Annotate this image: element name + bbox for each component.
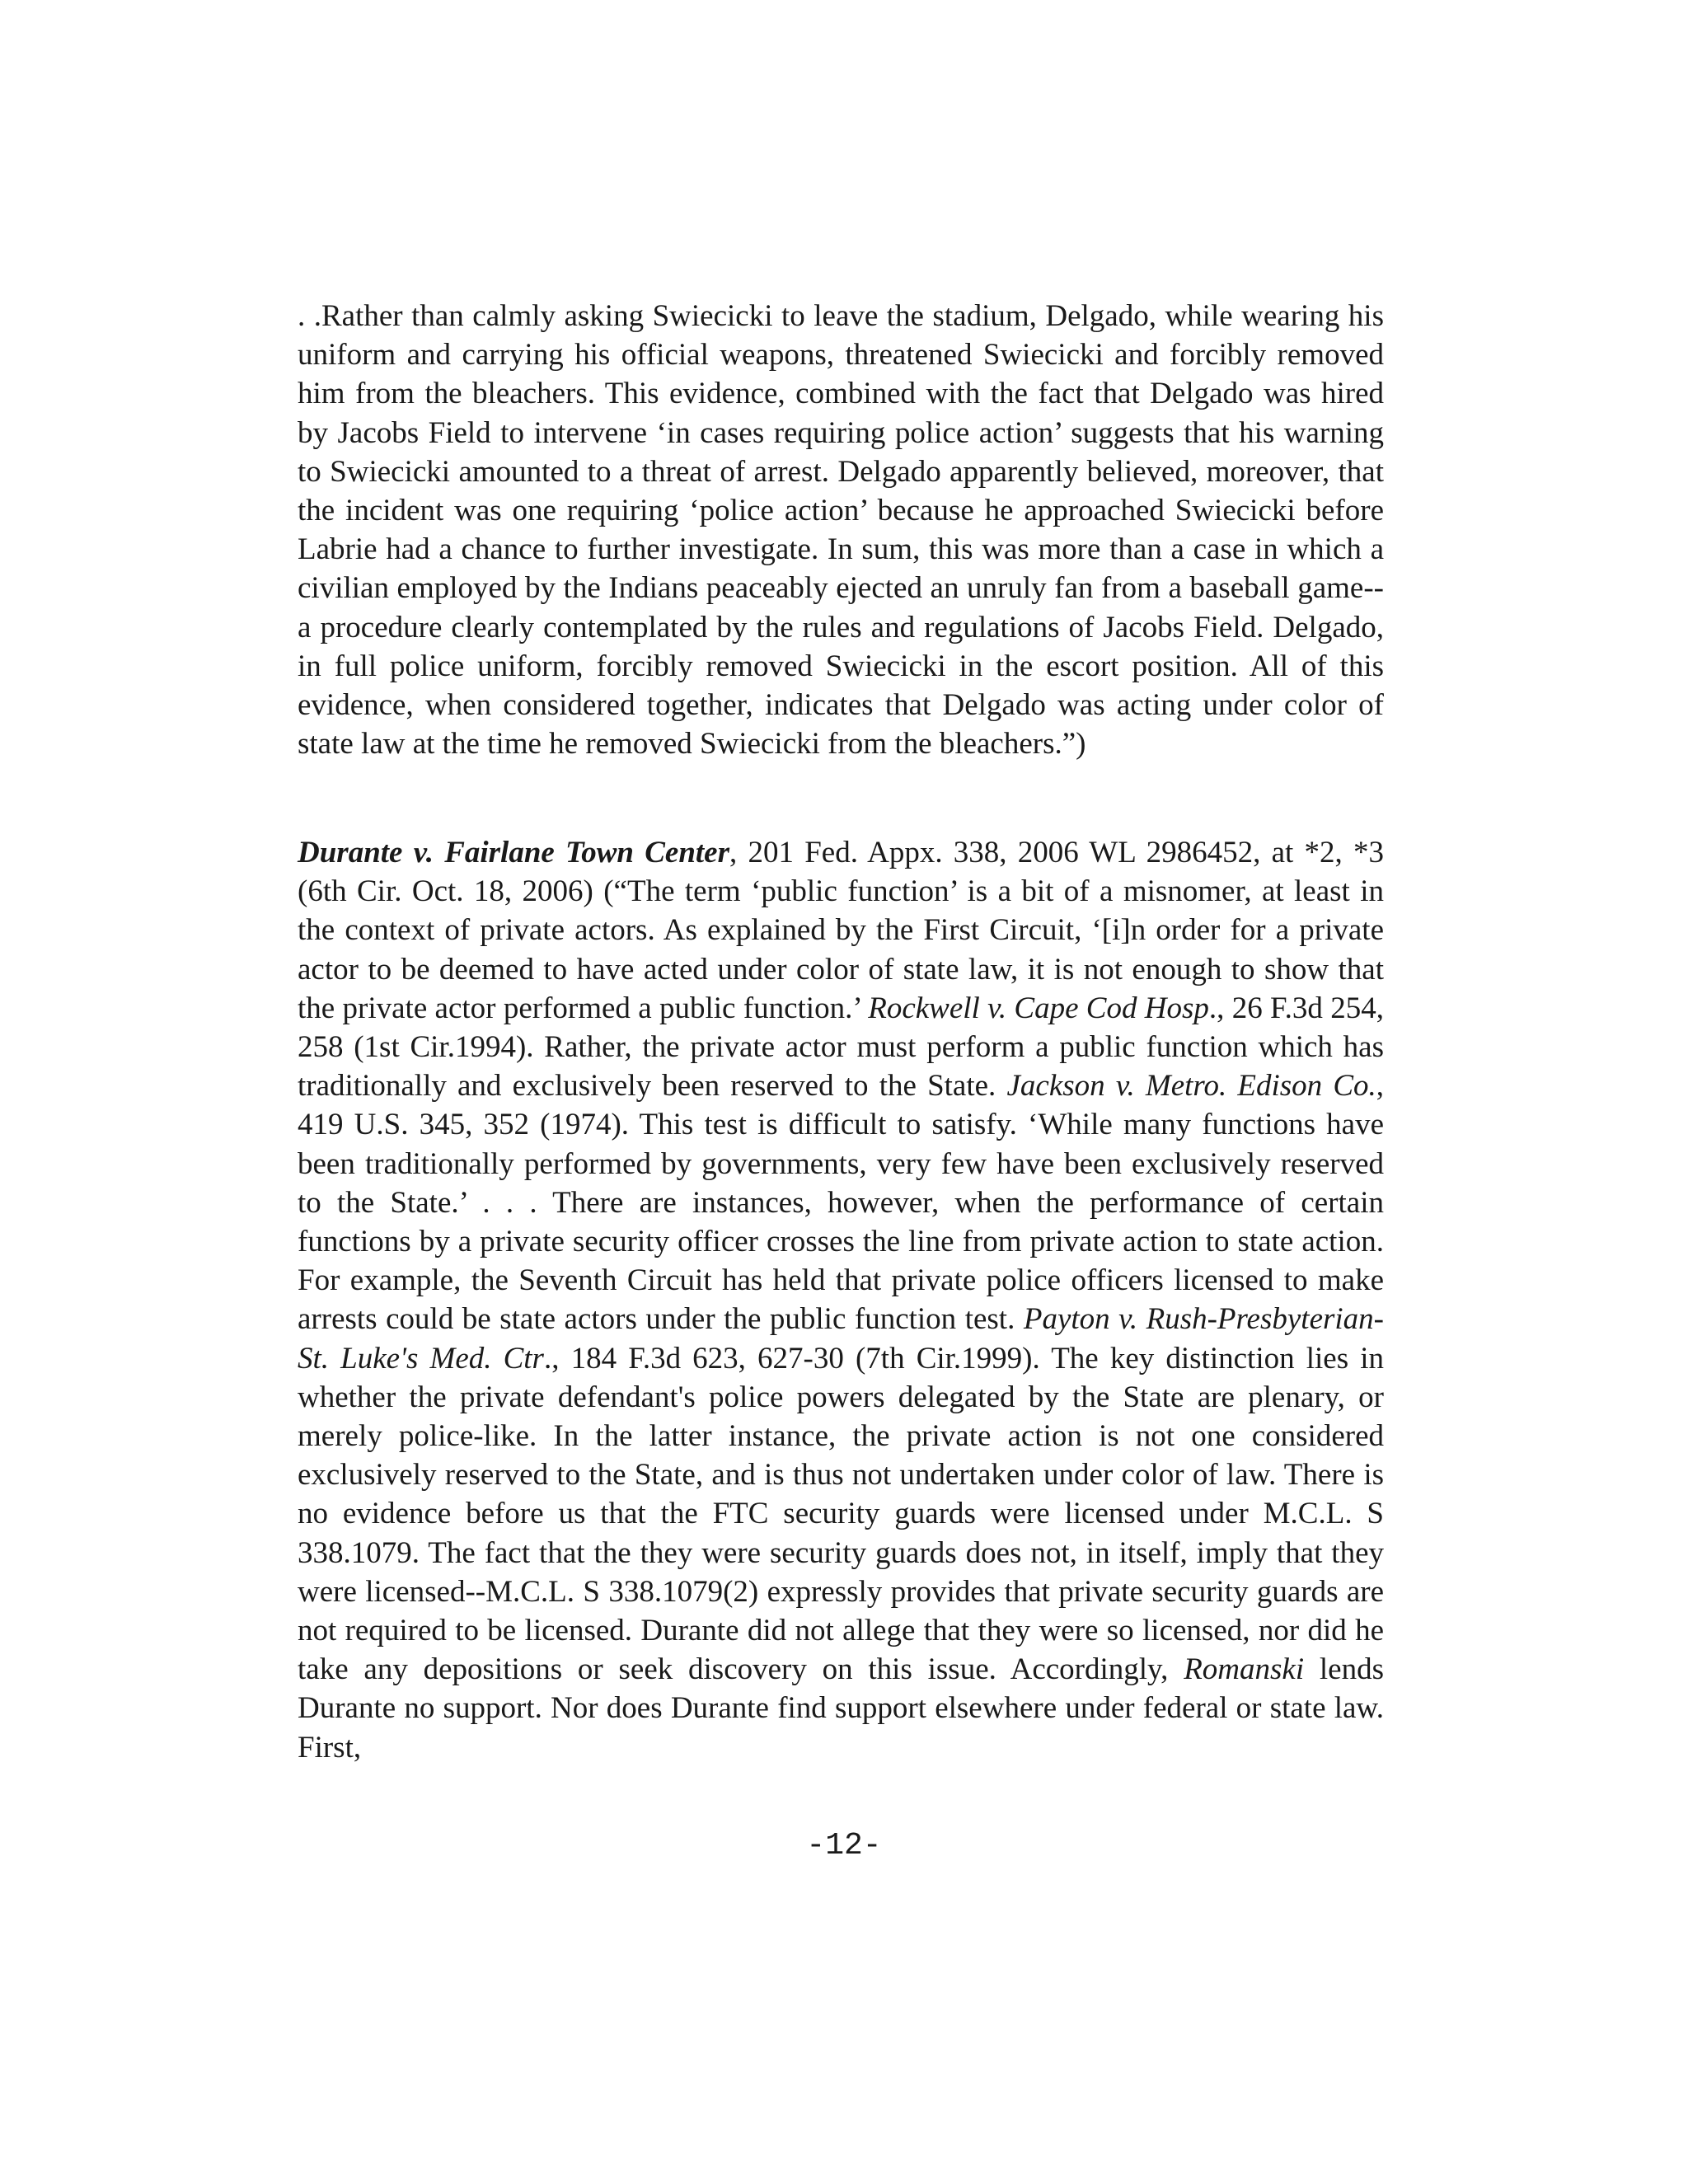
paragraph-quote-continuation: . .Rather than calmly asking Swiecicki to leave the stadium, Delgado, while wearing his uniform and carrying his official weapons, threatened Swiecicki and forcibly removed him from the bleachers. This evidence, combined with the fact that Delgado was hired by Jacobs Field to intervene ‘in cases requiring police action’ suggests that his warning to Swiecicki amounted to a threat of arrest. Delgado apparently believed, moreover, that the incident was one requiring ‘police action’ because he approached Swiecicki before Labrie had a chance to further investigate. In sum, this was more than a case in which a civilian employed by the Indians peaceably ejected an unruly fan from a baseball game--a procedure clearly contemplated by the rules and regulations of Jacobs Field. Delgado, in full police uniform, forcibly removed Swiecicki in the escort position. All of this evidence, when considered together, indicates that Delgado was acting under color of state law at the time he removed Swiecicki from the bleachers.”) <box>298 299 1384 762</box>
citation-text: , 201 Fed. Appx. 338, 2006 WL 2986452, at *2, *3 (6th Cir. Oct. 18, 2006) (“The term ‘public function’ is a bit of a misnomer, at least in the context of private actors. As explained by the First Circuit, ‘[i]n order for a private actor to be deemed to have acted under color of state law, it is not enough to show that the private actor performed a public function.’ <box>298 836 1384 1025</box>
case-cite-romanski: Romanski <box>1184 1652 1305 1687</box>
citation-text: lends Durante no support. Nor does Durante find support elsewhere under federal or state law. First, <box>298 1652 1384 1765</box>
case-cite-jackson: Jackson v. Metro. Edison Co. <box>1006 1069 1376 1104</box>
citation-text: ., 26 F.3d 254, 258 (1st Cir.1994). Rather, the private actor must perform a public function which has traditionally and exclusively been reserved to the State. <box>298 991 1384 1104</box>
citation-text: , 419 U.S. 345, 352 (1974). This test is difficult to satisfy. ‘While many functions have been traditionally performed by governments, very few have been exclusively reserved to the State.’ . . . There are instances, however, when the performance of certain functions by a private security officer crosses the line from private action to state action. For example, the Seventh Circuit has held that private police officers licensed to make arrests could be state actors under the public function test. <box>298 1069 1385 1337</box>
case-cite-rockwell: Rockwell v. Cape Cod Hosp <box>868 991 1209 1025</box>
citation-text: ., 184 F.3d 623, 627-30 (7th Cir.1999). The key distinction lies in whether the private defendant's police powers delegated by the State are plenary, or merely police-like. In the latter instance, the private action is not one considered exclusively reserved to the State, and is thus not undertaken under color of law. There is no evidence before us that the FTC security guards were licensed under M.C.L. S 338.1079. The fact that the they were security guards does not, in itself, imply that they were licensed--M.C.L. S 338.1079(2) expressly provides that private security guards are not required to be licensed. Durante did not allege that they were so licensed, nor did he take any depositions or seek discovery on this issue. Accordingly, <box>298 1341 1384 1687</box>
page-number: -12- <box>806 1828 882 1863</box>
case-name-durante: Durante v. Fairlane Town Center <box>298 836 730 869</box>
case-cite-payton: Payton v. Rush-Presbyterian-St. Luke's Med. Ctr <box>298 1302 1384 1376</box>
paragraph-durante-citation <box>298 833 1384 1767</box>
